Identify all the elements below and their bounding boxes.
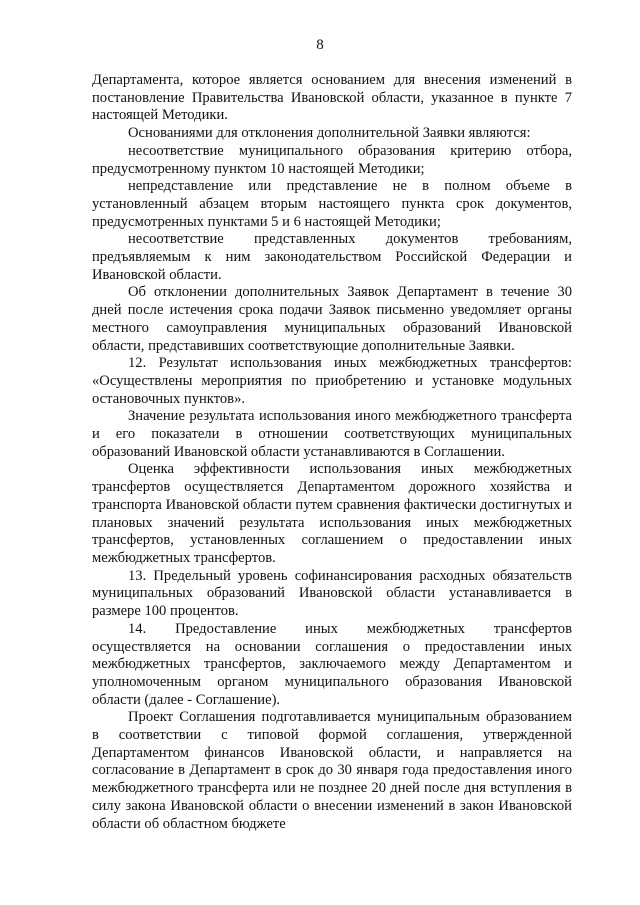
paragraph: несоответствие представленных документов требованиям, предъявляемым к ним законодательством Российской Федерации и Ивановской области. bbox=[92, 231, 572, 283]
paragraph: 12. Результат использования иных межбюджетных трансфертов: «Осуществлены мероприятия по приобретению и установке модульных остановочных пунктов». bbox=[92, 355, 572, 407]
page-number: 8 bbox=[316, 37, 324, 53]
document-body bbox=[92, 72, 572, 833]
paragraph: 13. Предельный уровень софинансирования расходных обязательств муниципальных образований Ивановской области устанавливается в размере 100 процентов. bbox=[92, 567, 572, 620]
paragraph: Основаниями для отклонения дополнительной Заявки являются: bbox=[128, 125, 531, 142]
paragraph: Значение результата использования иного межбюджетного трансферта и его показатели в отношении соответствующих муниципальных образований Ивановской области устанавливаются в Соглашении. bbox=[92, 408, 572, 460]
paragraph: Оценка эффективности использования иных межбюджетных трансфертов осуществляется Департаментом дорожного хозяйства и транспорта Ивановской области путем сравнения фактически достигнутых и плановых значений результата использования иных межбюджетных трансфертов, установленных соглашением о предоставлении иных межбюджетных трансфертов. bbox=[92, 461, 572, 566]
paragraph: Об отклонении дополнительных Заявок Департамент в течение 30 дней после истечения срока подачи Заявок письменно уведомляет органы местного самоуправления муниципальных образований Ивановской области, представивших соответствующие дополнительные Заявки. bbox=[92, 284, 572, 354]
paragraph: непредставление или представление не в полном объеме в установленный абзацем вторым настоящего пункта срок документов, предусмотренных пунктами 5 и 6 настоящей Методики; bbox=[92, 178, 572, 230]
paragraph: 14. Предоставление иных межбюджетных трансфертов осуществляется на основании соглашения о предоставлении иных межбюджетных трансфертов, заключаемого между Департаментом и уполномоченным органом муниципального образования Ивановской области (далее - Соглашение). bbox=[92, 620, 572, 708]
paragraph: Департамента, которое является основанием для внесения изменений в постановление Правительства Ивановской области, указанное в пункте 7 настоящей Методики. bbox=[92, 72, 572, 124]
paragraph: Проект Соглашения подготавливается муниципальным образованием в соответствии с типовой формой соглашения, утвержденной Департаментом финансов Ивановской области, и направляется на согласование в Департамент в срок до 30 января года предоставления иного межбюджетного трансферта или не позднее 20 дней после дня вступления в силу закона Ивановской области о внесении изменений в закон Ивановской области об областном бюджете bbox=[92, 709, 572, 832]
paragraph: несоответствие муниципального образования критерию отбора, предусмотренному пунктом 10 настоящей Методики; bbox=[92, 142, 572, 177]
